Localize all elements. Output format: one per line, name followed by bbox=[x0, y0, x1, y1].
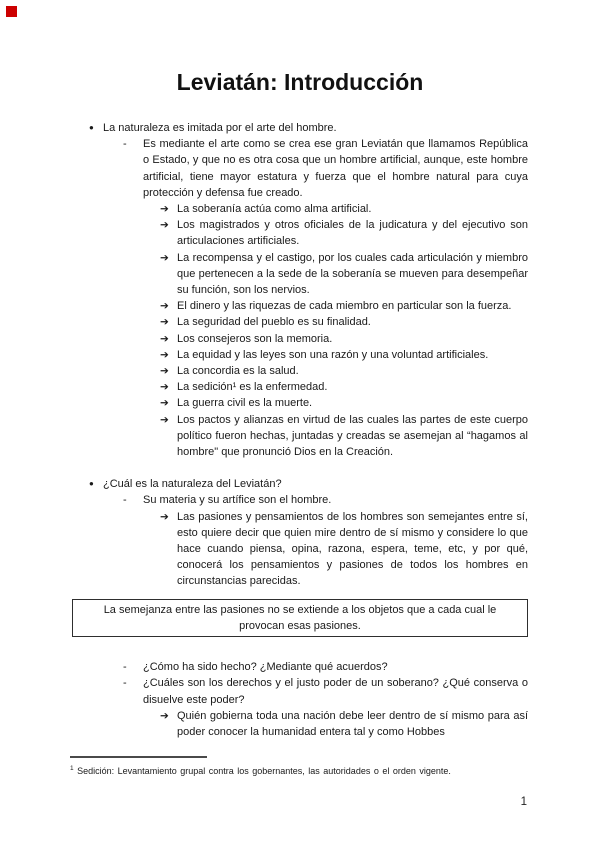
arrow-item bbox=[72, 347, 528, 363]
page-title: Leviatán: Introducción bbox=[176, 69, 424, 95]
arrow-item-text: La guerra civil es la muerte. bbox=[177, 397, 313, 410]
footnote-area bbox=[70, 756, 526, 777]
arrow-icon: ➔ bbox=[160, 709, 169, 722]
arrow-item bbox=[72, 314, 528, 330]
arrow-item bbox=[72, 509, 528, 590]
footnote-divider bbox=[70, 756, 207, 758]
arrow-icon: ➔ bbox=[160, 365, 169, 378]
page-number: 1 bbox=[520, 796, 527, 808]
arrow-icon: ➔ bbox=[160, 413, 169, 426]
dash-item-text: ¿Cuáles son los derechos y el justo poder de un soberano? ¿Qué conserva o disuelve este poder? bbox=[143, 677, 528, 706]
arrow-item-text: Los consejeros son la memoria. bbox=[177, 332, 333, 345]
bullet-item bbox=[72, 120, 528, 136]
footnote bbox=[70, 763, 526, 777]
arrow-item bbox=[72, 331, 528, 347]
arrow-item bbox=[72, 379, 528, 395]
note-box: La semejanza entre las pasiones no se extiende a los objetos que a cada cual le provocan esas pasiones. bbox=[72, 599, 528, 637]
arrow-item-text: La recompensa y el castigo, por los cuales cada articulación y miembro que pertenecen a la sede de la soberanía se mueven para desempeñar su función, son los nervios. bbox=[177, 251, 528, 297]
bullet-item-text: La naturaleza es imitada por el arte del hombre. bbox=[103, 122, 337, 134]
arrow-icon: ➔ bbox=[160, 219, 169, 232]
arrow-item bbox=[72, 250, 528, 299]
dash-item bbox=[72, 659, 528, 675]
footnote-text: Sedición: Levantamiento grupal contra los gobernantes, las autoridades o el orden vigente. bbox=[77, 766, 451, 776]
blank-line bbox=[72, 460, 528, 476]
arrow-item bbox=[72, 217, 528, 249]
document-content bbox=[0, 66, 600, 740]
dash-icon: - bbox=[123, 494, 127, 507]
red-square-marker bbox=[6, 6, 17, 17]
arrow-item-text: Las pasiones y pensamientos de los hombres son semejantes entre sí, esto quiere decir que quien mire dentro de sí mismo y considere lo que hace cuando piensa, opina, razona, espera, teme, etc, y por qué, conocerá los pensamientos y pasiones de todos los hombres en circunstancias parecidas. bbox=[177, 510, 528, 588]
arrow-item-text: La seguridad del pueblo es su finalidad. bbox=[177, 316, 371, 329]
arrow-item-text: La equidad y las leyes son una razón y una voluntad artificiales. bbox=[177, 348, 489, 361]
arrow-item-text: Los magistrados y otros oficiales de la judicatura y del ejecutivo son articulaciones artificiales. bbox=[177, 219, 528, 248]
arrow-item-text: Los pactos y alianzas en virtud de las cuales las partes de este cuerpo político fueron hechas, juntadas y creadas se asemejan al “hagamos al hombre" que pronunció Dios en la Creación. bbox=[177, 413, 528, 459]
dash-icon: - bbox=[123, 138, 127, 151]
arrow-icon: ➔ bbox=[160, 332, 169, 345]
arrow-icon: ➔ bbox=[160, 510, 169, 523]
dash-icon: - bbox=[123, 677, 127, 690]
arrow-item bbox=[72, 298, 528, 314]
bullet-icon: ● bbox=[89, 479, 94, 489]
arrow-item-text: El dinero y las riquezas de cada miembro en particular son la fuerza. bbox=[177, 300, 512, 313]
dash-icon: - bbox=[123, 661, 127, 674]
bullet-icon: ● bbox=[89, 123, 94, 132]
bullet-item bbox=[72, 476, 528, 492]
arrow-icon: ➔ bbox=[160, 300, 169, 313]
dash-item-text: Es mediante el arte como se crea ese gran Leviatán que llamamos República o Estado, y que no es otra cosa que un hombre artificial, aunque, este hombre artificial, tiene mayor estatura y fuerza que el hombre natural para cuya protección y defensa fue creado. bbox=[143, 138, 528, 199]
arrow-item bbox=[72, 708, 528, 740]
dash-item bbox=[72, 675, 528, 707]
arrow-item-text: La sedición¹ es la enfermedad. bbox=[177, 381, 328, 394]
dash-item-text: ¿Cómo ha sido hecho? ¿Mediante qué acuerdos? bbox=[143, 661, 388, 674]
arrow-item bbox=[72, 363, 528, 379]
arrow-icon: ➔ bbox=[160, 251, 169, 264]
arrow-icon: ➔ bbox=[160, 348, 169, 361]
arrow-item bbox=[72, 395, 528, 411]
arrow-item-text: La soberanía actúa como alma artificial. bbox=[177, 203, 372, 216]
dash-item-text: Su materia y su artífice son el hombre. bbox=[143, 494, 332, 507]
arrow-item-text: La concordia es la salud. bbox=[177, 365, 299, 378]
arrow-item-text: Quién gobierna toda una nación debe leer dentro de sí mismo para así poder conocer la humanidad entera tal y como Hobbes bbox=[177, 709, 528, 738]
dash-item bbox=[72, 492, 528, 508]
arrow-icon: ➔ bbox=[160, 316, 169, 329]
dash-item bbox=[72, 136, 528, 201]
arrow-icon: ➔ bbox=[160, 381, 169, 394]
arrow-item bbox=[72, 412, 528, 461]
arrow-icon: ➔ bbox=[160, 397, 169, 410]
footnote-marker: 1 bbox=[70, 765, 74, 772]
arrow-icon: ➔ bbox=[160, 203, 169, 216]
arrow-item bbox=[72, 201, 528, 217]
bullet-item-text: ¿Cuál es la naturaleza del Leviatán? bbox=[103, 478, 282, 491]
